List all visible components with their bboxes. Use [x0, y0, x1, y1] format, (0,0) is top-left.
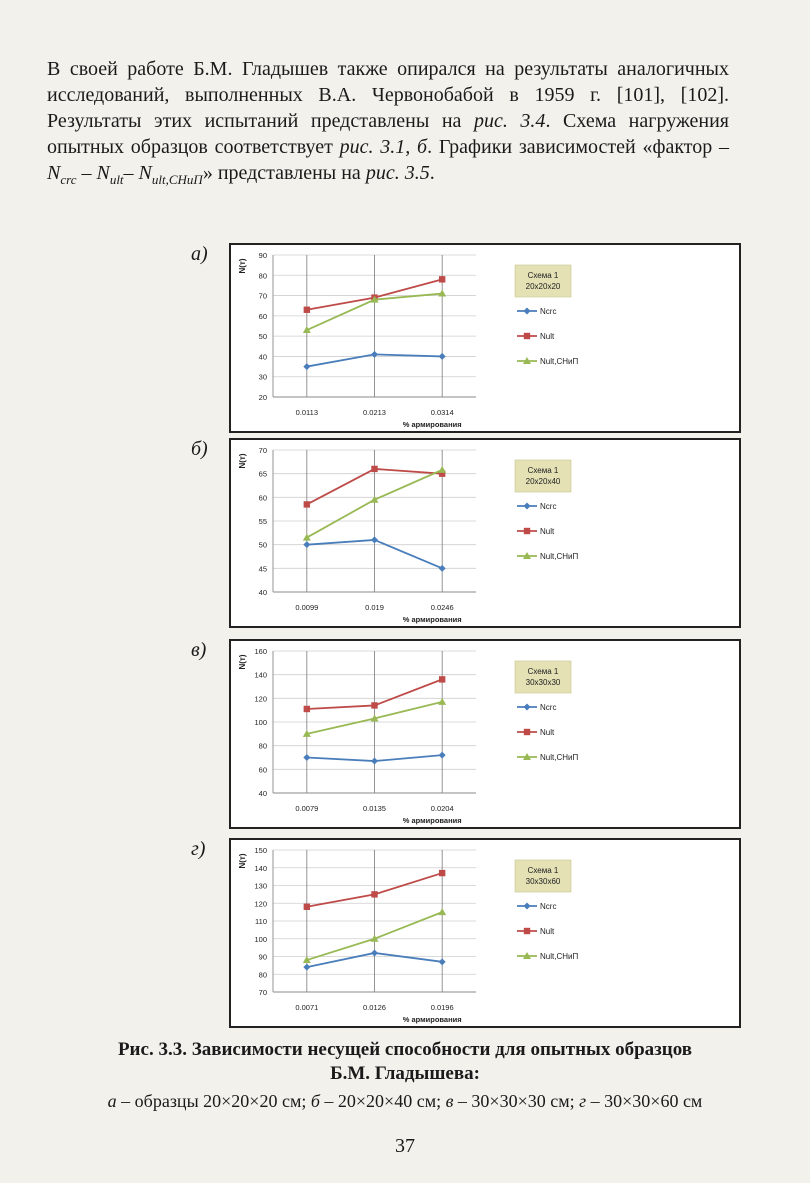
legend-label: Nult [540, 728, 555, 737]
data-point [371, 949, 378, 956]
legend-label: Nult,СНиП [540, 952, 579, 961]
chart-frame [229, 639, 741, 829]
paragraph-text: . Схема нагружения опытных образцов соответствует [47, 110, 729, 158]
y-tick-label: 100 [254, 934, 267, 944]
legend-title-box [515, 265, 571, 297]
chart-v-svg [231, 641, 739, 827]
figure-ref: рис. 3.1, б [339, 136, 428, 158]
x-tick-label: 0.0246 [430, 603, 454, 612]
legend-label: Ncrc [540, 703, 557, 712]
y-tick-label: 80 [258, 741, 267, 751]
chart-frame [229, 838, 741, 1028]
x-tick-label: 0.0314 [430, 408, 454, 417]
data-point [371, 702, 377, 708]
chart-frame [229, 243, 741, 433]
data-point [303, 754, 310, 761]
legend-label: Ncrc [540, 902, 557, 911]
y-tick-label: 150 [254, 846, 267, 855]
y-axis-label: N(т) [238, 853, 247, 869]
data-point [304, 307, 310, 313]
chart-a-svg [231, 245, 739, 431]
body-paragraph [47, 56, 729, 193]
x-tick-label: 0.0099 [295, 603, 319, 612]
y-tick-label: 130 [254, 881, 267, 891]
y-tick-label: 50 [258, 332, 267, 342]
y-tick-label: 60 [258, 311, 267, 321]
data-point [304, 706, 310, 712]
y-tick-label: 65 [258, 469, 267, 479]
legend-title-text: Схема 1 [527, 667, 559, 676]
paragraph-text: – [123, 162, 139, 184]
chart-letter: в) [191, 639, 207, 661]
data-point [438, 698, 446, 705]
formula-n-ult-snip: $N_{ult,СНиП}$ [138, 162, 203, 187]
legend-label: Nult,СНиП [540, 552, 579, 561]
y-tick-label: 120 [254, 899, 267, 909]
legend-label: Ncrc [540, 502, 557, 511]
x-tick-label: 0.0071 [295, 1003, 319, 1012]
legend-marker [524, 528, 530, 534]
data-point [371, 758, 378, 765]
y-axis-label: N(т) [238, 654, 247, 670]
legend-marker [524, 503, 531, 510]
x-tick-label: 0.0079 [295, 804, 319, 813]
y-tick-label: 70 [258, 291, 267, 301]
paragraph-text: . Графики зависимостей «фактор – [427, 136, 729, 158]
legend-title-box [515, 860, 571, 892]
paragraph-text: » представлены на [202, 162, 366, 184]
y-tick-label: 45 [258, 564, 267, 574]
y-tick-label: 20 [258, 393, 267, 402]
y-tick-label: 30 [258, 372, 267, 382]
y-tick-label: 60 [258, 765, 267, 775]
data-point [439, 752, 446, 759]
data-point [371, 536, 378, 543]
data-point [371, 351, 378, 358]
legend-title-text: 30х30х60 [525, 877, 561, 886]
paragraph-text: – [76, 162, 97, 184]
y-tick-label: 90 [258, 251, 267, 260]
page-number: 37 [395, 1135, 415, 1157]
data-point [439, 676, 445, 682]
y-tick-label: 100 [254, 718, 267, 727]
legend-label: Nult,СНиП [540, 753, 579, 762]
y-tick-label: 140 [254, 863, 267, 873]
legend-marker [524, 333, 530, 339]
legend-title-text: Схема 1 [527, 271, 559, 280]
x-axis-label: % армирования [402, 615, 462, 624]
data-point [304, 501, 310, 507]
legend-title-text: 20х20х20 [525, 282, 561, 291]
data-point [371, 466, 377, 472]
data-point [371, 891, 377, 897]
data-point [439, 565, 446, 572]
legend-label: Nult [540, 927, 555, 936]
y-tick-label: 160 [254, 647, 267, 656]
legend-title-text: Схема 1 [527, 866, 559, 875]
figure-caption-subtitle: а – образцы 20×20×20 см; б – 20×20×40 см; в – 30×30×30 см; г – 30×30×60 см [107, 1091, 703, 1111]
chart-g-svg [231, 840, 739, 1026]
y-tick-label: 120 [254, 694, 267, 704]
y-tick-label: 60 [258, 493, 267, 503]
y-tick-label: 40 [258, 588, 267, 597]
x-axis-label: % армирования [402, 1015, 462, 1024]
legend-title-text: Схема 1 [527, 466, 559, 475]
paragraph-text: . [429, 162, 435, 184]
y-tick-label: 70 [258, 988, 267, 997]
x-axis-label: % армирования [402, 420, 462, 429]
legend-label: Nult [540, 332, 555, 341]
y-tick-label: 140 [254, 670, 267, 680]
y-tick-label: 90 [258, 952, 267, 962]
data-point [303, 534, 311, 541]
data-point [303, 964, 310, 971]
data-point [439, 353, 446, 360]
legend-marker [524, 704, 531, 711]
data-point [439, 958, 446, 965]
x-tick-label: 0.0204 [430, 804, 454, 813]
legend-marker [524, 903, 531, 910]
data-point [438, 466, 446, 473]
data-point [304, 904, 310, 910]
figure-ref: рис. 3.5 [365, 162, 430, 184]
data-point [438, 908, 446, 915]
x-tick-label: 0.019 [365, 603, 384, 612]
legend-label: Nult,СНиП [540, 357, 579, 366]
y-axis-label: N(т) [238, 258, 247, 274]
data-point [439, 276, 445, 282]
y-tick-label: 55 [258, 517, 267, 526]
y-tick-label: 40 [258, 352, 267, 362]
figure-ref: рис. 3.4 [473, 110, 546, 132]
y-tick-label: 80 [258, 271, 267, 281]
y-tick-label: 110 [255, 917, 267, 926]
chart-frame [229, 438, 741, 628]
chart-b-svg [231, 440, 739, 626]
legend-label: Nult [540, 527, 555, 536]
paragraph-text: В своей работе Б.М. Гладышев также опирался на результаты аналогичных исследований, выполненных В.А. Червонобабой в 1959 г. [101], [102]. Результаты этих испытаний представлены на [47, 58, 729, 132]
y-tick-label: 70 [258, 446, 267, 455]
chart-letter: г) [191, 838, 206, 860]
data-point [303, 363, 310, 370]
chart-letter: б) [191, 438, 208, 460]
x-tick-label: 0.0213 [363, 408, 386, 417]
x-tick-label: 0.0135 [363, 804, 386, 813]
y-tick-label: 50 [258, 540, 267, 550]
data-point [303, 541, 310, 548]
figure-caption-title: Рис. 3.3. Зависимости несущей способности для опытных образцов Б.М. Гладышева: [117, 1039, 693, 1084]
legend-marker [524, 729, 530, 735]
formula-n-ult: $N_{ult}$ [96, 162, 124, 187]
legend-title-text: 20х20х40 [525, 477, 561, 486]
legend-title-box [515, 460, 571, 492]
x-axis-label: % армирования [402, 816, 462, 825]
data-point [439, 870, 445, 876]
y-tick-label: 80 [258, 970, 267, 980]
formula-n-crc: $N_{crc}$ [47, 162, 77, 187]
x-tick-label: 0.0196 [430, 1003, 454, 1012]
legend-marker [524, 308, 531, 315]
x-tick-label: 0.0113 [295, 408, 319, 417]
legend-label: Ncrc [540, 307, 557, 316]
legend-marker [524, 928, 530, 934]
x-tick-label: 0.0126 [363, 1003, 386, 1012]
y-axis-label: N(т) [238, 453, 247, 469]
chart-letter: а) [191, 243, 208, 265]
y-tick-label: 40 [258, 789, 267, 798]
legend-title-box [515, 661, 571, 693]
legend-title-text: 30х30х30 [525, 678, 561, 687]
